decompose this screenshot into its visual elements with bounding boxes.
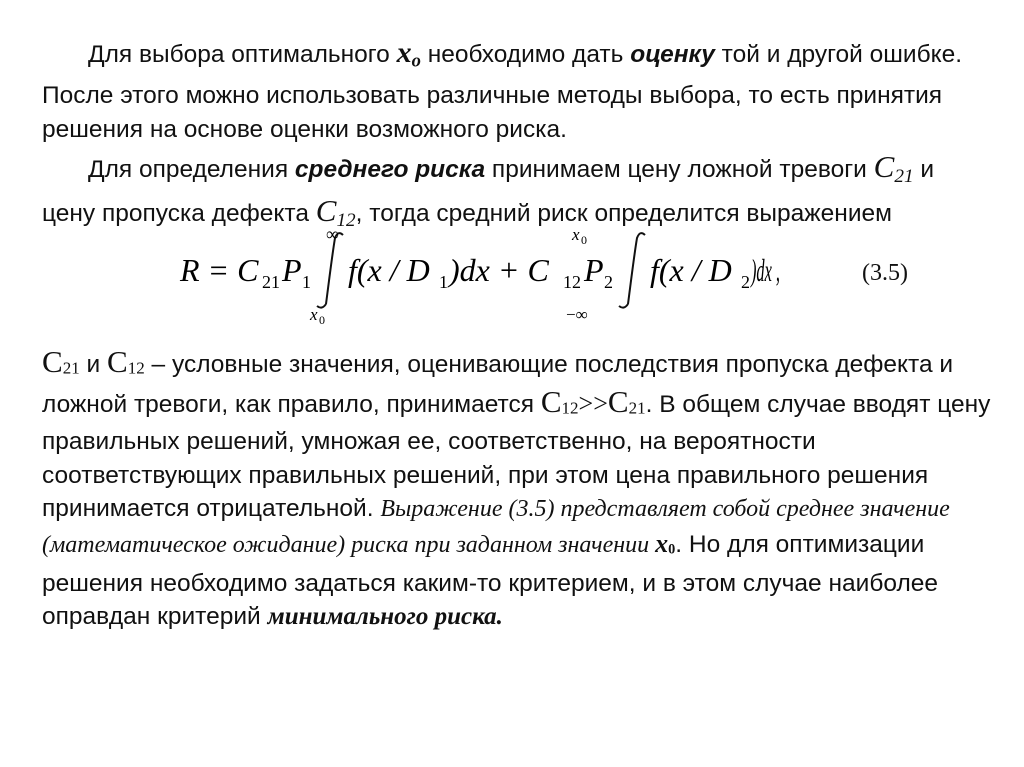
text: – условные значения, оценивающие последствия пропуска дефекта и ложной тревоги, как правило, принимается bbox=[42, 351, 954, 419]
formula-d2-sub: 2 bbox=[741, 272, 750, 292]
text: Для выбора оптимального bbox=[88, 41, 397, 68]
integral-2-lower: −∞ bbox=[566, 305, 588, 324]
symbol-c12: $C_{12}$ bbox=[315, 192, 356, 231]
symbol-c21: C21 bbox=[42, 344, 80, 379]
formula-integrand-1: f(x / D bbox=[348, 252, 430, 288]
text: и цену пропуска дефекта bbox=[42, 156, 935, 227]
text: , тогда средний риск определится выражением bbox=[355, 199, 892, 227]
risk-formula bbox=[180, 226, 780, 326]
integral-1-lower: x bbox=[310, 305, 318, 324]
formula-p2: P bbox=[584, 252, 604, 288]
text: . Но для оптимизации решения необходимо задаться каким-то критерием, и в этом случае наиболее оправдан критерий bbox=[42, 530, 938, 631]
formula-p1: P bbox=[282, 252, 302, 288]
text: . В общем случае вводят цену правильных решений, умножая ее, соответственно, на вероятности соответствующих правильных решений, при этом цена правильного решения принимается отрицательной. bbox=[42, 391, 991, 523]
formula-p1-sub: 1 bbox=[302, 272, 311, 292]
symbol-c12: C12 bbox=[107, 344, 145, 379]
integral-sign-1 bbox=[317, 233, 343, 308]
text: той и другой ошибке. После этого можно использовать различные методы выбора, то есть принятия решения на основе оценки возможного риска. bbox=[42, 41, 963, 143]
paragraph-2 bbox=[42, 150, 992, 238]
text: принимаем цену ложной тревоги bbox=[485, 156, 874, 183]
formula-dx-plus: )dx + C bbox=[449, 252, 549, 288]
emphasis-average-risk: среднего риска bbox=[294, 156, 486, 183]
symbol-c12-b: C12 bbox=[540, 384, 579, 420]
emphasis-estimate: оценку bbox=[630, 41, 715, 68]
formula-c12-sub: 12 bbox=[563, 272, 581, 292]
integral-sign-2 bbox=[619, 233, 645, 308]
formula-p2-sub: 2 bbox=[604, 272, 613, 292]
variable-x0-b: x0 bbox=[655, 528, 676, 558]
formula-c21-sub: 21 bbox=[262, 272, 280, 292]
variable-x0: $x_o$ bbox=[396, 36, 421, 72]
italic-remark: Выражение (3.5) представляет собой среднее значение (математическое ожидание) риска при заданном значении bbox=[42, 496, 950, 558]
symbol-c21: $C_{21}$ bbox=[873, 149, 914, 187]
text: необходимо дать bbox=[420, 41, 631, 68]
formula-lhs: R = C bbox=[180, 252, 259, 288]
integral-2-upper-sub: 0 bbox=[581, 233, 587, 247]
paragraph-1 bbox=[42, 36, 992, 147]
integral-2-upper: x bbox=[572, 225, 580, 244]
formula-d1-sub: 1 bbox=[439, 272, 448, 292]
formula-integrand-2: f(x / D bbox=[650, 252, 732, 288]
paragraph-3 bbox=[42, 345, 992, 634]
equation-number: (3.5) bbox=[862, 260, 908, 286]
symbol-c21-b: C21 bbox=[607, 384, 646, 420]
text: и bbox=[79, 351, 108, 378]
integral-1-upper: ∞ bbox=[326, 224, 339, 244]
much-greater-sign: >> bbox=[578, 389, 608, 419]
formula-dx-end: )dx , bbox=[749, 252, 780, 288]
integral-1-lower-sub: 0 bbox=[319, 313, 325, 327]
text: Для определения bbox=[88, 156, 295, 183]
emphasis-minimal-risk: минимального риска. bbox=[267, 603, 503, 631]
